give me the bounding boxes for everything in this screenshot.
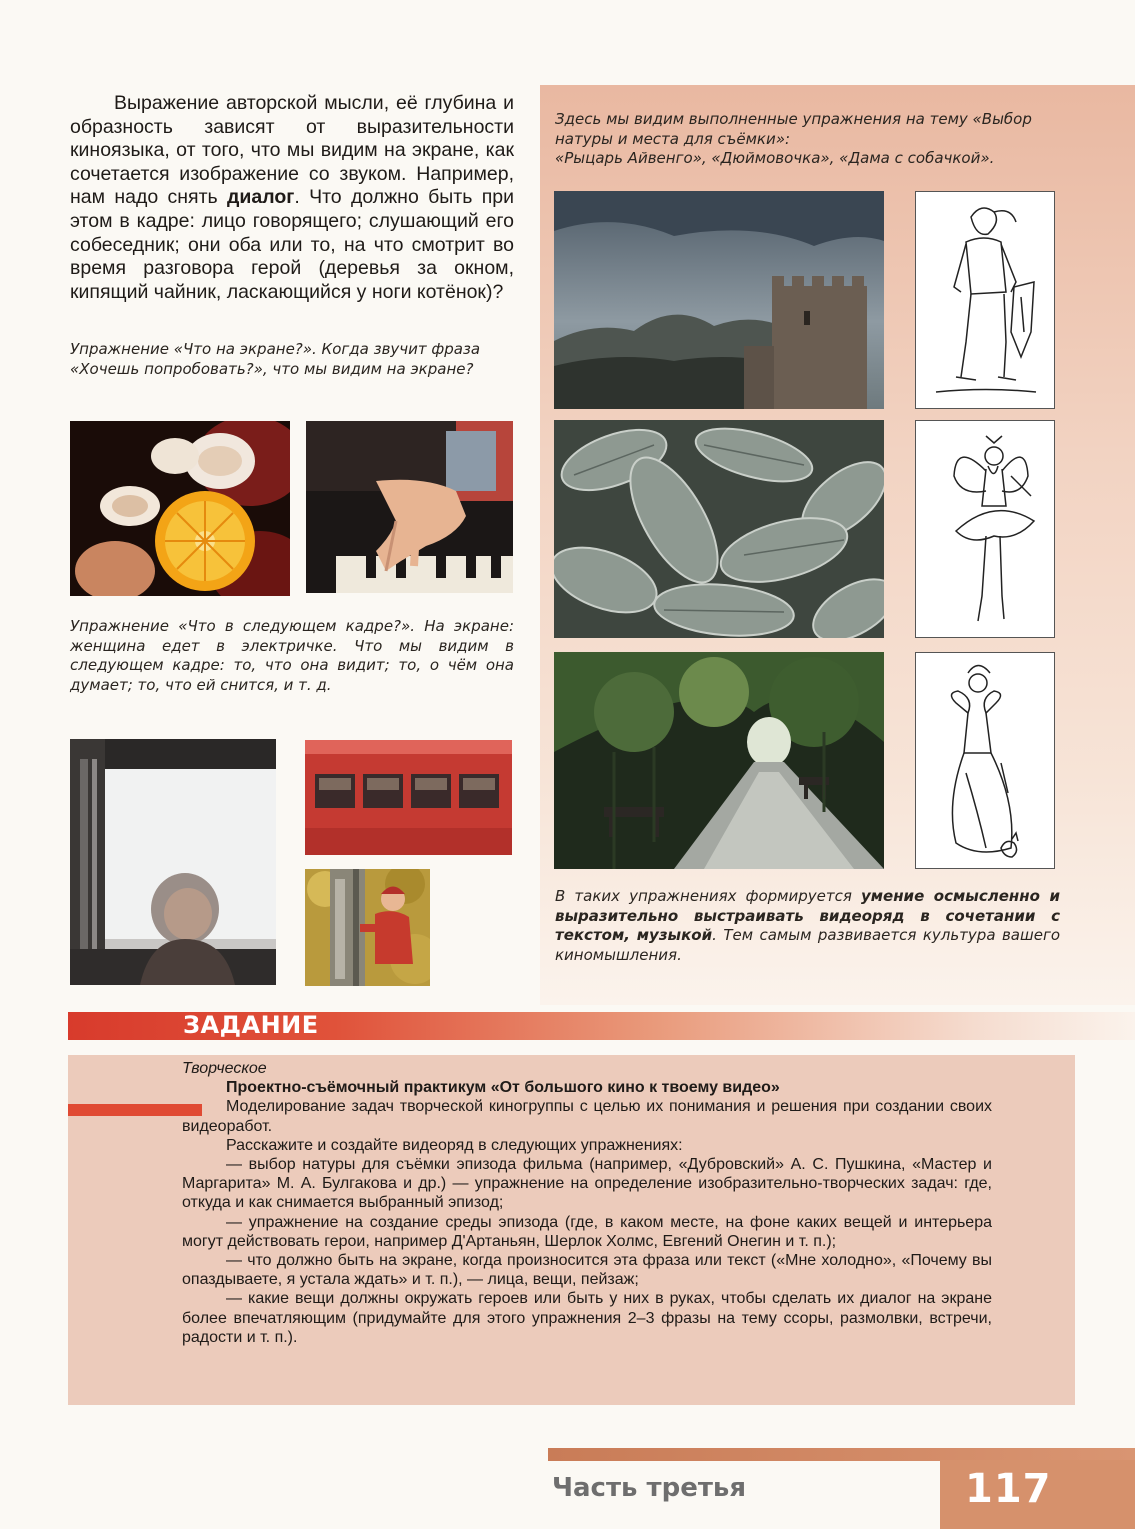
photo-garden-alley: [554, 652, 884, 869]
footer-section-label: Часть третья: [552, 1473, 747, 1503]
sketch-lady-with-dog: [915, 652, 1055, 869]
task-item: — упражнение на создание среды эпизода (где, в каком месте, на фоне каких вещей и интерьера могут действовать герои, например Д'Артаньян, Шерлок Холмс, Евгений Онегин и т. п.);: [182, 1213, 992, 1250]
sketch-fairy: [915, 420, 1055, 638]
skills-highlight: умение осмысленно и выразительно выстраивать видеоряд в сочетании с текстом, музыкой: [555, 887, 1060, 944]
caption-exercise-2: Упражнение «Что в следующем кадре?». На экране: женщина едет в электричке. Что мы видим в следующем кадре: то, что она видит; то, о чём она думает; то, что ей снится, и т. д.: [70, 617, 514, 694]
task-lead: Расскажите и создайте видеоряд в следующих упражнениях:: [226, 1136, 683, 1154]
caption-exercise-1: Упражнение «Что на экране?». Когда звучит фраза «Хочешь попробовать?», что мы видим на экране?: [70, 340, 481, 378]
caption-skills: В таких упражнениях формируется умение осмысленно и выразительно выстраивать видеоряд в сочетании с текстом, музыкой. Тем самым развивается культура вашего киномышления.: [555, 887, 1060, 964]
photo-fruit: [70, 421, 290, 596]
photo-piano-hand: [306, 421, 513, 593]
photo-child-tree: [305, 869, 430, 986]
task-item: — выбор натуры для съёмки эпизода фильма (например, «Дубровский» А. С. Пушкина, «Мастер и Маргарита» М. А. Булгакова и др.) — упражнение на определение изобразительно-творческих задач: где, откуда и как снимается выбранный эпизод;: [182, 1156, 992, 1212]
task-title: ЗАДАНИЕ: [183, 1011, 319, 1039]
task-item: — какие вещи должны окружать героев или быть у них в руках, чтобы сделать их диалог на экране более впечатляющим (придумайте для этого упражнения 2–3 фразы на тему ссоры, размолвки, встречи, радости и т. п.).: [182, 1290, 992, 1346]
body-paragraph: Выражение авторской мысли, её глубина и образность зависят от выразительности киноязыка, от того, что мы видим на экране, как сочетается изображение со звуком. Например, нам надо снять диалог. Что должно быть при этом в кадре: лицо говорящего; слушающий его собеседник; они оба или то, на что смотрит во время разговора герой (деревья за окном, кипящий чайник, ласкающийся у ноги котёнок)?: [70, 92, 515, 303]
sketch-knight: [915, 191, 1055, 409]
task-category: Творческое: [182, 1060, 267, 1077]
page-number: 117: [965, 1466, 1052, 1512]
task-content: [182, 1059, 992, 1347]
photo-red-train: [305, 740, 512, 855]
task-item: — что должно быть на экране, когда произносится эта фраза или текст («Мне холодно», «Почему вы опаздываете, я устала ждать» и т. п.), — лица, вещи, пейзаж;: [182, 1252, 992, 1289]
photo-frosty-leaves: [554, 420, 884, 638]
caption-location-exercise: Здесь мы видим выполненные упражнения на тему «Выбор натуры и места для съёмки»: «Рыцарь Айвенго», «Дюймовочка», «Дама с собачкой».: [555, 110, 1032, 167]
photo-woman-window: [70, 739, 276, 985]
task-heading: Проектно-съёмочный практикум «От большого кино к твоему видео»: [226, 1079, 780, 1097]
bold-term: диалог: [226, 186, 295, 209]
photo-castle-landscape: [554, 191, 884, 409]
task-intro: Моделирование задач творческой киногруппы с целью их понимания и решения при создании своих видеоработ.: [182, 1098, 992, 1135]
